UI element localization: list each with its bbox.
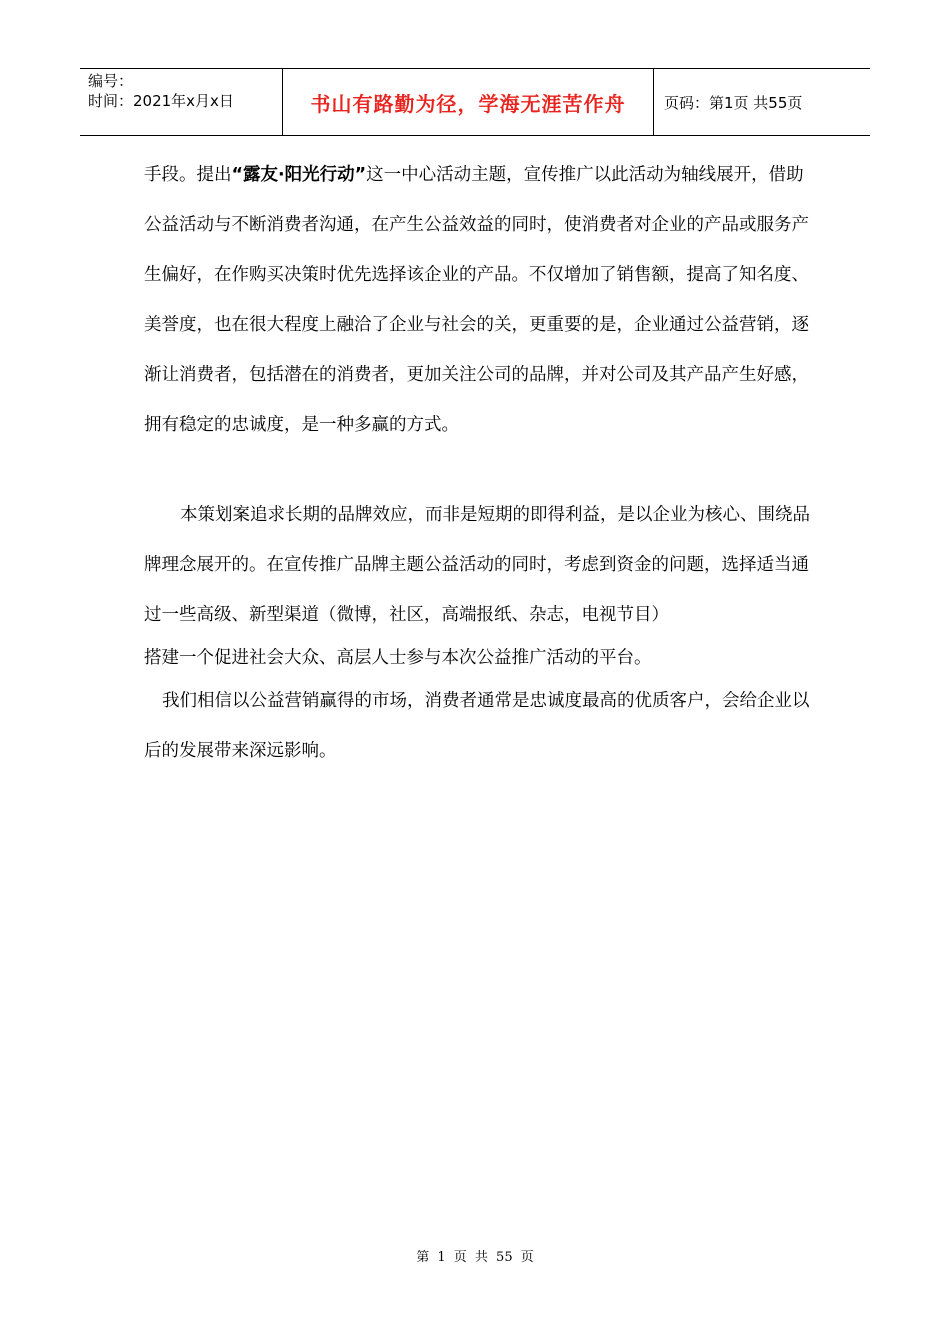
paragraph-1 [144, 150, 814, 450]
header-time: 时间：2021年x月x日 [88, 92, 234, 110]
document-body [144, 150, 814, 776]
paragraph-1-rest: 这一中心活动主题，宣传推广以此活动为轴线展开，借助公益活动与不断消费者沟通，在产生公益效益的同时，使消费者对企业的产品或服务产生偏好，在作购买决策时优先选择该企业的产品。不仅增加了销售额，提高了知名度、美誉度，也在很大程度上融洽了企业与社会的关，更重要的是，企业通过公益营销，逐渐让消费者，包括潜在的消费者，更加关注公司的品牌，并对公司及其产品产生好感，拥有稳定的忠诚度，是一种多赢的方式。 [144, 165, 809, 435]
paragraph-4: 我们相信以公益营销赢得的市场，消费者通常是忠诚度最高的优质客户，会给企业以后的发展带来深远影响。 [144, 691, 810, 761]
page-footer: 第 1 页 共 55 页 [416, 1250, 534, 1265]
paragraph-3: 搭建一个促进社会大众、高层人士参与本次公益推广活动的平台。 [144, 648, 652, 668]
header-number: 编号： [88, 72, 134, 90]
paragraph-1-start: 手段。提出 [144, 165, 232, 185]
header-meta [80, 69, 282, 135]
page-header [80, 68, 870, 136]
header-page-info: 页码：第1页 共55页 [664, 93, 803, 112]
paragraph-2: 本策划案追求长期的品牌效应，而非是短期的即得利益，是以企业为核心、围绕品牌理念展开的。在宣传推广品牌主题公益活动的同时，考虑到资金的问题，选择适当通过一些高级、新型渠道（微博，社区，高端报纸、杂志，电视节目） [144, 505, 810, 625]
activity-theme: “露友·阳光行动” [231, 165, 367, 185]
header-motto: 书山有路勤为径，学海无涯苦作舟 [282, 69, 654, 135]
